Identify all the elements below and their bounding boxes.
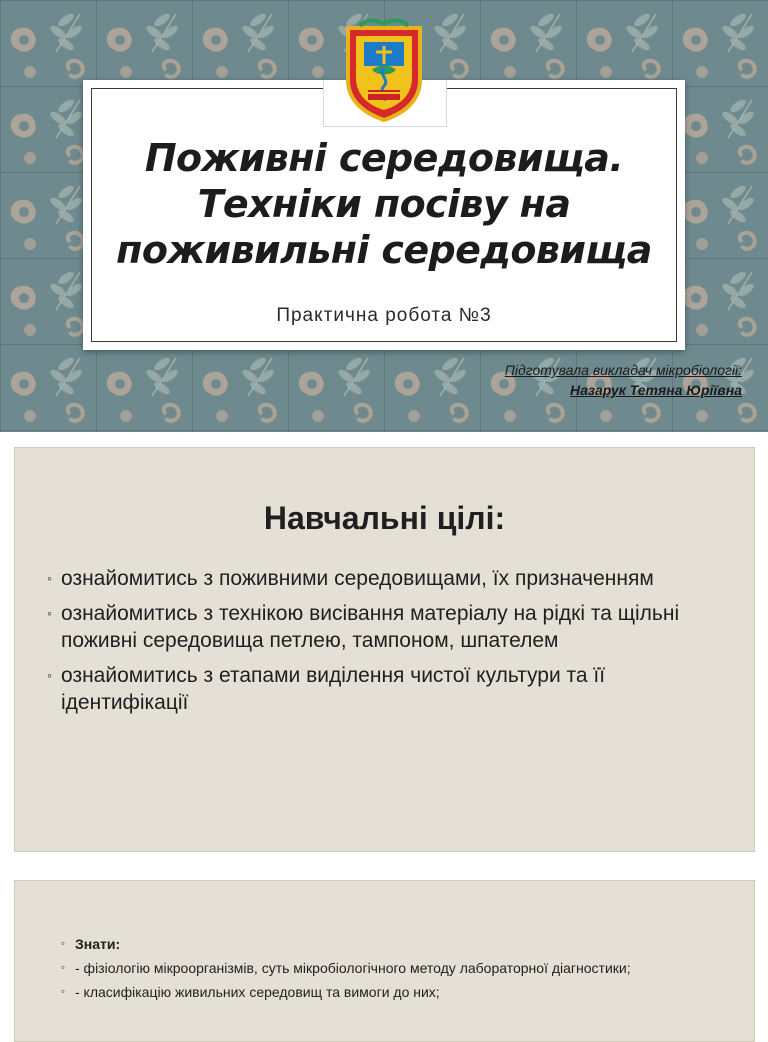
know-slide <box>14 880 755 1042</box>
list-item-text: - класифікацію живильних середовищ та вимоги до них; <box>75 984 440 1000</box>
list-item-text: ознайомитись з технікою висівання матеріалу на рідкі та щільні поживні середовища петлею, тампоном, шпателем <box>61 602 680 652</box>
bullet-icon: ◦ <box>47 667 52 683</box>
list-heading <box>61 936 711 953</box>
college-crest-icon <box>342 18 426 122</box>
know-list <box>61 936 711 1008</box>
list-item-text: - фізіологію мікроорганізмів, суть мікробіологічного методу лабораторної діагностики; <box>75 960 631 976</box>
title-slide <box>0 0 768 432</box>
list-item <box>47 565 737 592</box>
page-title: Поживні середовища. Техніки посіву на поживильні середовища <box>116 136 652 272</box>
author-prefix: Підготувала викладач мікробіології: <box>504 362 742 378</box>
list-item <box>61 984 711 1001</box>
slide-heading: Навчальні цілі: <box>263 500 506 536</box>
list-item <box>47 600 737 654</box>
list-heading-text: Знати: <box>75 936 121 952</box>
goals-list <box>47 565 737 724</box>
author-block <box>505 360 742 400</box>
list-item-text: ознайомитись з поживними середовищами, їх призначенням <box>61 567 654 590</box>
bullet-icon: ◦ <box>47 570 52 586</box>
bullet-icon: ◦ <box>61 962 65 974</box>
bullet-icon: ◦ <box>47 605 52 621</box>
list-item <box>61 960 711 977</box>
learning-goals-slide <box>14 447 755 852</box>
bullet-icon: ◦ <box>61 986 65 998</box>
bullet-icon: ◦ <box>61 938 65 950</box>
list-item-text: ознайомитись з етапами виділення чистої культури та її ідентифікації <box>61 664 606 714</box>
author-name: Назарук Тетяна Юріївна <box>569 382 742 398</box>
subtitle: Практична робота №3 <box>276 305 492 326</box>
list-item <box>47 662 737 716</box>
